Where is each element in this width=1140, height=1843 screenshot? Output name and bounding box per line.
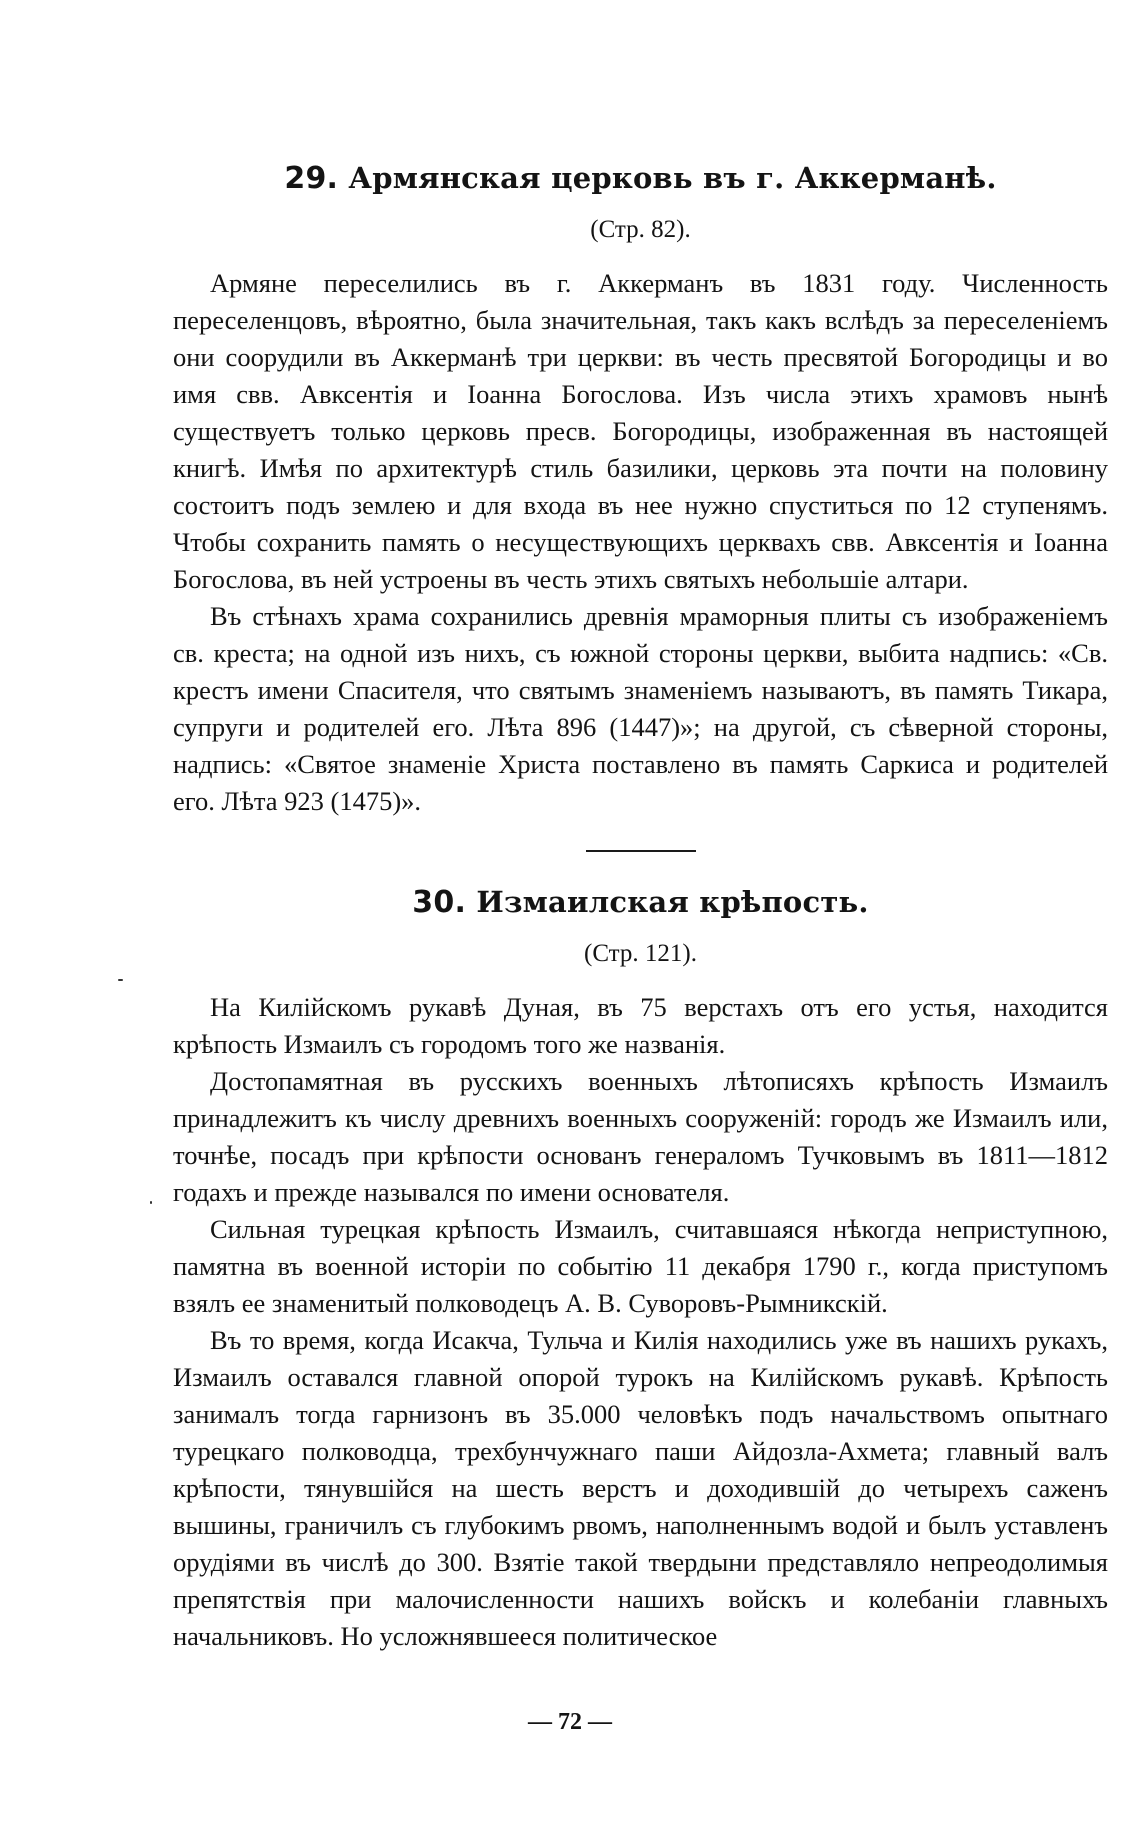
page-reference: (Стр. 121).	[584, 940, 697, 967]
section-heading	[173, 882, 1108, 923]
paragraph: На Килійскомъ рукавѣ Дуная, въ 75 верстахъ отъ его устья, находится крѣпость Измаилъ съ городомъ того же названія.	[173, 992, 1108, 1059]
section-number: 29.	[284, 161, 339, 196]
text-column	[173, 158, 1108, 1655]
section-divider	[586, 850, 696, 852]
section-heading	[173, 158, 1108, 199]
margin-speck	[150, 1201, 152, 1204]
section-armenian-church	[173, 158, 1108, 820]
paragraph: Въ то время, когда Исакча, Тульча и Килія находились уже въ нашихъ рукахъ, Измаилъ оставался главной опорой турокъ на Килійскомъ рукавѣ. Крѣпость занималъ тогда гарнизонъ въ 35.000 человѣкъ подъ начальствомъ опытнаго турецкаго полководца, трехбунчужнаго паши Айдозла-Ахмета; главный валъ крѣпости, тянувшійся на шесть верстъ и доходившій до четырехъ саженъ вышины, граничилъ съ глубокимъ рвомъ, наполненнымъ водой и былъ уставленъ орудіями въ числѣ до 300. Взятіе такой твердыни представляло непреодолимыя препятствія при малочисленности нашихъ войскъ и колебаніи главныхъ начальниковъ. Но усложнявшееся политическое	[173, 1325, 1108, 1651]
paragraph: Армяне переселились въ г. Аккерманъ въ 1831 году. Численность переселенцовъ, вѣроятно, была значительная, такъ какъ вслѣдъ за переселеніемъ они соорудили въ Аккерманѣ три церкви: въ честь пресвятой Богородицы и во имя свв. Авксентія и Іоанна Богослова. Изъ числа этихъ храмовъ нынѣ существуетъ только церковь пресв. Богородицы, изображенная въ настоящей книгѣ. Имѣя по архитектурѣ стиль базилики, церковь эта почти на половину состоитъ подъ землею и для входа въ нее нужно спуститься по 12 ступенямъ. Чтобы сохранить память о несуществующихъ церквахъ свв. Авксентія и Іоанна Богослова, въ ней устроены въ честь этихъ святыхъ небольшіе алтари.	[173, 268, 1108, 594]
paragraph: Достопамятная въ русскихъ военныхъ лѣтописяхъ крѣпость Измаилъ принадлежитъ къ числу древнихъ военныхъ сооруженій: городъ же Измаилъ или, точнѣе, посадъ при крѣпости основанъ генераломъ Тучковымъ въ 1811—1812 годахъ и прежде назывался по имени основателя.	[173, 1066, 1108, 1207]
section-title: Армянская церковь въ г. Аккерманѣ.	[348, 161, 997, 195]
page-reference: (Стр. 82).	[590, 216, 691, 243]
section-number: 30.	[412, 885, 467, 920]
paragraph: Въ стѣнахъ храма сохранились древнія мраморныя плиты съ изображеніемъ св. креста; на одной изъ нихъ, съ южной стороны церкви, выбита надпись: «Св. крестъ имени Спасителя, что святымъ знаменіемъ называютъ, въ память Тикара, супруги и родителей его. Лѣта 896 (1447)»; на другой, съ сѣверной стороны, надпись: «Святое знаменіе Христа поставлено въ память Саркиса и родителей его. Лѣта 923 (1475)».	[173, 601, 1108, 816]
margin-speck	[118, 979, 123, 981]
section-title: Измаилская крѣпость.	[476, 885, 869, 919]
paragraph: Сильная турецкая крѣпость Измаилъ, считавшаяся нѣкогда неприступною, памятна въ военной исторіи по событію 11 декабря 1790 г., когда приступомъ взялъ ее знаменитый полководецъ А. В. Суворовъ-Рымникскій.	[173, 1214, 1108, 1318]
page-number: — 72 —	[528, 1709, 612, 1735]
section-izmail-fortress	[173, 882, 1108, 1655]
